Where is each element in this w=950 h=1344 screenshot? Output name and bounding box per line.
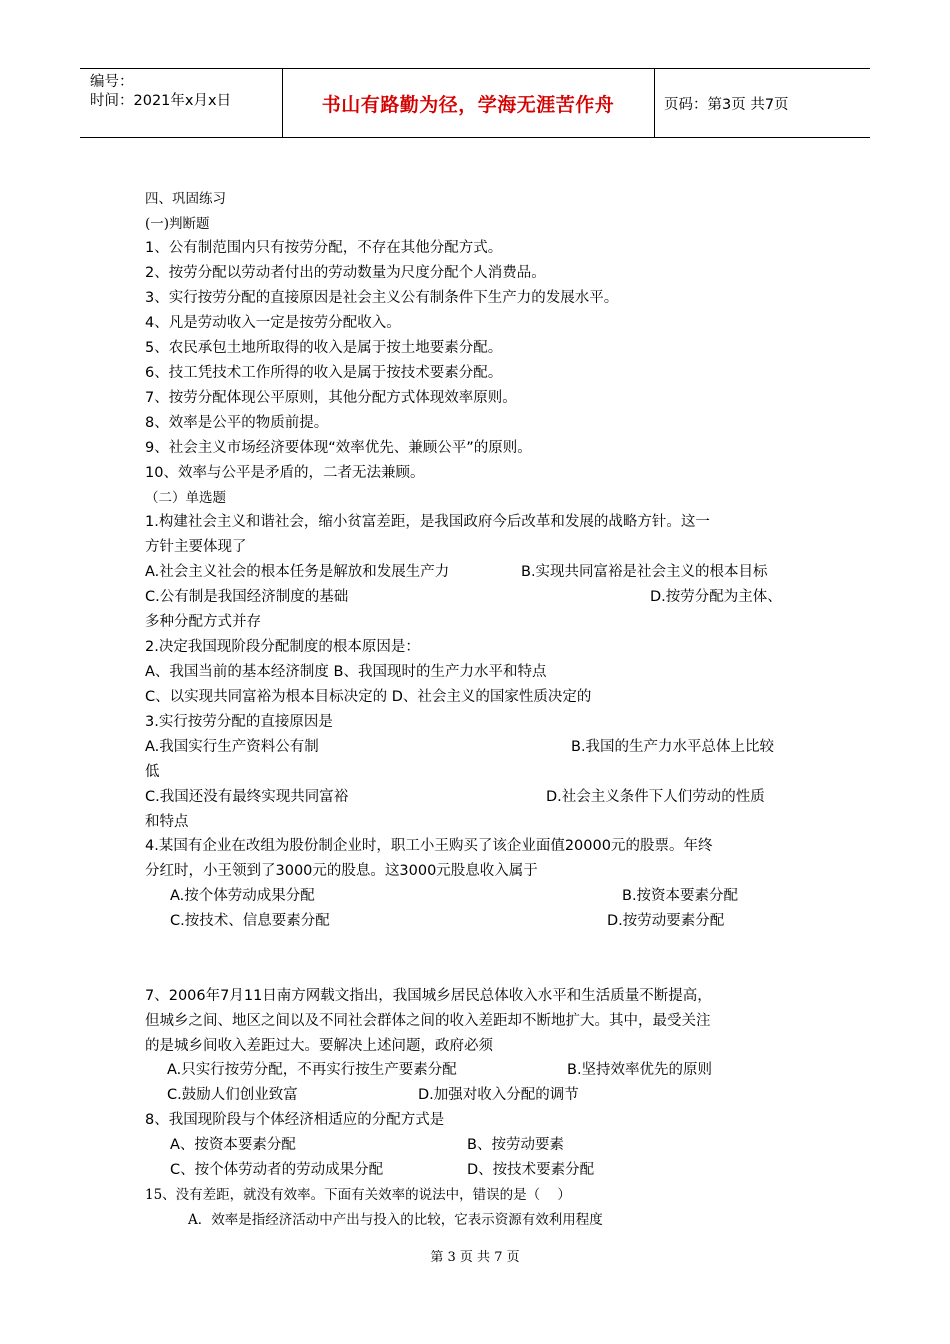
question-4-option-a: A.按个体劳动成果分配 [170,888,315,904]
question-3-option-b: B.我国的生产力水平总体上比较 [571,739,775,755]
question-3: 3.实行按劳分配的直接原因是 [145,714,333,730]
header-motto: 书山有路勤为径，学海无涯苦作舟 [321,93,615,116]
document-header [80,68,870,138]
question-15-option-a: A．效率是指经济活动中产出与投入的比较，它表示资源有效利用程度 [188,1212,603,1228]
question-8-option-b: B、按劳动要素 [467,1137,564,1153]
question-7-option-c: C.鼓励人们创业致富 [167,1087,298,1103]
question-4-option-b: B.按资本要素分配 [622,888,739,904]
question-1-line2: 方针主要体现了 [145,539,247,555]
question-3-option-d-cont: 和特点 [145,814,189,830]
question-8-option-c: C、按个体劳动者的劳动成果分配 [170,1162,384,1178]
judge-item: 4、凡是劳动收入一定是按劳分配收入。 [145,315,401,331]
section-title: 四、巩固练习 [145,191,226,207]
single-choice-title: （二）单选题 [145,490,226,506]
question-2: 2.决定我国现阶段分配制度的根本原因是： [145,639,420,655]
question-1-option-d: D.按劳分配为主体、 [650,589,782,605]
judge-item: 3、实行按劳分配的直接原因是社会主义公有制条件下生产力的发展水平。 [145,290,619,306]
question-4-option-d: D.按劳动要素分配 [607,913,725,929]
header-meta [90,73,231,111]
judge-item: 6、技工凭技术工作所得的收入是属于按技术要素分配。 [145,365,503,381]
question-8-option-a: A、按资本要素分配 [170,1137,296,1153]
question-7-option-a: A.只实行按劳分配，不再实行按生产要素分配 [167,1062,457,1078]
header-date-label: 时间：2021年x月x日 [90,93,232,109]
question-4-line1: 4.某国有企业在改组为股份制企业时，职工小王购买了该企业面值20000元的股票。年终 [145,838,713,854]
question-4-line2: 分红时，小王领到了3000元的股息。这3000元股息收入属于 [145,863,538,879]
question-3-option-b-cont: 低 [145,764,160,780]
judge-item: 1、公有制范围内只有按劳分配，不存在其他分配方式。 [145,240,503,256]
header-divider-right [654,69,655,137]
question-1-option-a: A.社会主义社会的根本任务是解放和发展生产力 [145,564,450,580]
question-1-option-b: B.实现共同富裕是社会主义的根本目标 [521,564,768,580]
judge-item: 9、社会主义市场经济要体现“效率优先、兼顾公平”的原则。 [145,440,532,456]
question-7-line2: 但城乡之间、地区之间以及不同社会群体之间的收入差距却不断地扩大。其中，最受关注 [145,1013,711,1029]
question-4-option-c: C.按技术、信息要素分配 [170,913,330,929]
question-2-options-cd: C、以实现共同富裕为根本目标决定的 D、社会主义的国家性质决定的 [145,689,592,705]
judge-item: 10、效率与公平是矛盾的，二者无法兼顾。 [145,465,425,481]
question-2-options-ab: A、我国当前的基本经济制度 B、我国现时的生产力水平和特点 [145,664,547,680]
question-8: 8、我国现阶段与个体经济相适应的分配方式是 [145,1112,445,1128]
question-15: 15、没有差距，就没有效率。下面有关效率的说法中，错误的是（ ） [145,1187,571,1203]
question-1-option-d-cont: 多种分配方式并存 [145,614,261,630]
judge-item: 8、效率是公平的物质前提。 [145,415,329,431]
question-3-option-a: A.我国实行生产资料公有制 [145,739,319,755]
page-footer: 第 3 页 共 7 页 [430,1250,520,1265]
question-7-option-b: B.坚持效率优先的原则 [567,1062,713,1078]
header-page-info: 页码：第3页 共7页 [664,96,789,113]
question-7-option-d: D.加强对收入分配的调节 [418,1087,579,1103]
question-3-option-c: C.我国还没有最终实现共同富裕 [145,789,349,805]
judge-item: 5、农民承包土地所取得的收入是属于按土地要素分配。 [145,340,503,356]
question-3-option-d: D.社会主义条件下人们劳动的性质 [546,789,765,805]
question-1-line1: 1.构建社会主义和谐社会，缩小贫富差距，是我国政府今后改革和发展的战略方针。这一 [145,514,710,530]
question-1-option-c: C.公有制是我国经济制度的基础 [145,589,349,605]
judge-title: (一)判断题 [145,216,210,232]
question-8-option-d: D、按技术要素分配 [467,1162,595,1178]
question-7-line1: 7、2006年7月11日南方网载文指出，我国城乡居民总体收入水平和生活质量不断提高， [145,988,712,1004]
header-code-label: 编号： [90,74,134,90]
judge-item: 7、按劳分配体现公平原则，其他分配方式体现效率原则。 [145,390,517,406]
question-7-line3: 的是城乡间收入差距过大。要解决上述问题，政府必须 [145,1038,493,1054]
judge-item: 2、按劳分配以劳动者付出的劳动数量为尺度分配个人消费品。 [145,265,546,281]
